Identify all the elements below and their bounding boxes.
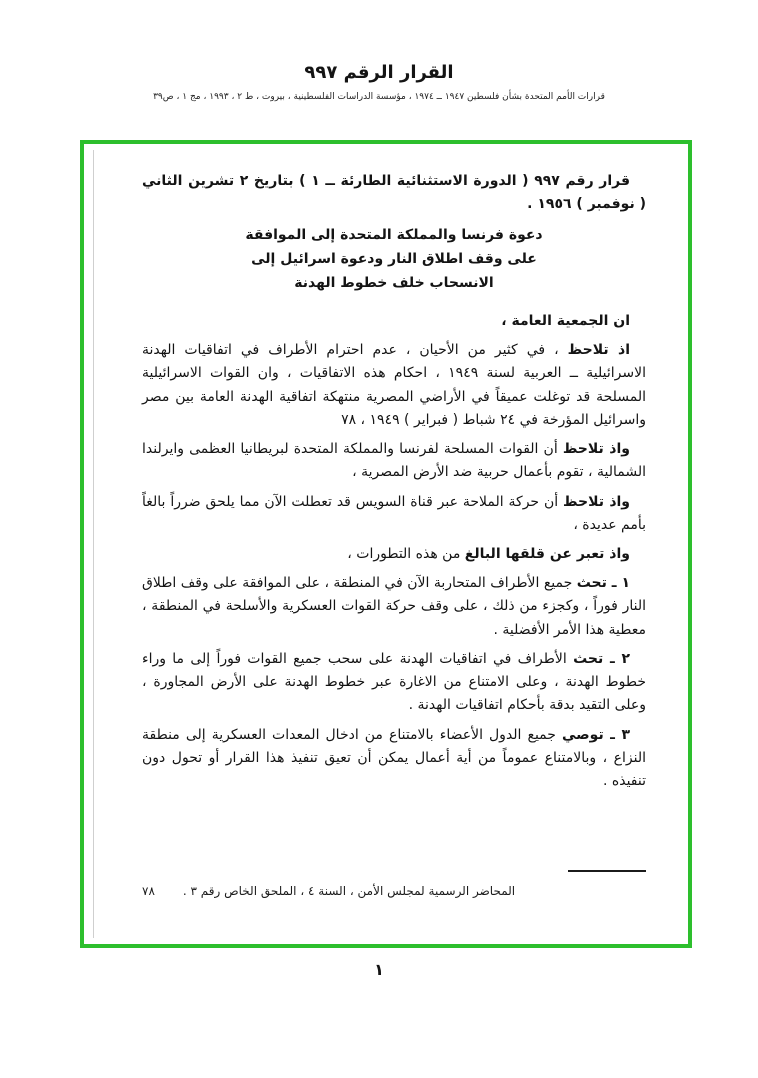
footnote-text: المحاضر الرسمية لمجلس الأمن ، السنة ٤ ، الملحق الخاص رقم ٣ .: [182, 884, 516, 898]
paragraph-lead: اذ تلاحظ: [567, 342, 630, 359]
resolution-subtitle: [142, 224, 646, 295]
paragraph-lead: واذ تلاحظ: [563, 493, 630, 510]
body-paragraph: [142, 491, 646, 537]
paragraph-text: أن القوات المسلحة لفرنسا والمملكة المتحدة لبريطانيا العظمى وايرلندا الشمالية ، تقوم بأعمال حربية ضد الأرض المصرية ،: [142, 441, 646, 481]
paragraph-text: جميع الأطراف المتحاربة الآن في المنطقة ، على الموافقة على وقف اطلاق النار فوراً ، وكجزء من ذلك ، على وقف حركة القوات العسكرية والأسلحة في المنطقة ، معطية هذا الأمر الأفضلية .: [142, 575, 646, 638]
body-paragraph: [142, 310, 646, 333]
footnote-separator: [568, 870, 646, 872]
paragraph-text: جميع الدول الأعضاء بالامتناع من ادخال المعدات العسكرية إلى منطقة النزاع ، وبالامتناع عموماً من أية أعمال يمكن أن تعيق تنفيذ هذا القرار أو تحول دون تنفيذه .: [142, 726, 646, 790]
footnote-marker: ٧٨: [142, 884, 155, 898]
paragraph-list: [142, 310, 646, 793]
body-paragraph: [142, 438, 646, 484]
footnote: [142, 884, 646, 898]
subtitle-line: على وقف اطلاق النار ودعوة اسرائيل إلى: [251, 251, 537, 268]
footnote-block: [142, 870, 646, 898]
source-citation: قرارات الأمم المتحدة بشأن فلسطين ١٩٤٧ ــ ١٩٧٤ ، مؤسسة الدراسات الفلسطينية ، بيروت ، ط ٢ ، ١٩٩٣ ، مج ١ ، ص٣٩: [153, 92, 605, 102]
page-number: ١: [374, 960, 384, 979]
paragraph-lead: ٢ ـ تحث: [573, 650, 630, 667]
document-body: [142, 170, 646, 824]
body-paragraph: [142, 724, 646, 794]
body-paragraph: [142, 339, 646, 432]
resolution-heading: [142, 170, 646, 216]
resolution-heading-lead: قرار رقم ٩٩٧: [534, 173, 631, 189]
paragraph-text: أن حركة الملاحة عبر قناة السويس قد تعطلت الآن مما يلحق ضرراً بالغاً بأمم عديدة ،: [142, 493, 646, 533]
green-frame: [80, 140, 692, 948]
paragraph-lead: ١ ـ تحث: [576, 575, 630, 592]
paragraph-text: الأطراف في اتفاقيات الهدنة على سحب جميع القوات فوراً إلى ما وراء خطوط الهدنة ، وعلى الامتناع من الاغارة عبر خطوط الهدنة على الأرض المجاورة ، وعلى التقيد بدقة بأحكام اتفاقيات الهدنة .: [142, 650, 646, 714]
page-title: القرار الرقم ٩٩٧: [304, 62, 454, 83]
paragraph-text: ، في كثير من الأحيان ، عدم احترام الأطراف في اتفاقيات الهدنة الاسرائيلية ــ العربية لسنة ١٩٤٩ ، احكام هذه الاتفاقيات ، وان القوات الاسرائيلية المسلحة قد توغلت عميقاً في الأراضي المصرية منتهكة اتفاقية الهدنة العامة بين مصر واسرائيل المؤرخة في ٢٤ شباط ( فبراير ) ١٩٤٩ ، ٧٨: [142, 342, 646, 428]
paragraph-lead: ٣ ـ توصي: [561, 726, 630, 743]
subtitle-line: الانسحاب خلف خطوط الهدنة: [294, 275, 494, 292]
paragraph-lead: واذ تلاحظ: [562, 441, 630, 458]
subtitle-line: دعوة فرنسا والمملكة المتحدة إلى الموافقة: [245, 227, 543, 244]
body-paragraph: [142, 543, 646, 566]
scan-edge-line: [93, 150, 94, 938]
paragraph-lead: واذ تعبر عن قلقها البالغ: [464, 545, 630, 562]
body-paragraph: [142, 648, 646, 718]
body-paragraph: [142, 572, 646, 642]
resolution-heading-rest: ( الدورة الاستثنائية الطارئة ــ ١ ) بتاريخ ٢ تشرين الثاني ( نوفمبر ) ١٩٥٦ .: [142, 173, 646, 213]
paragraph-text: من هذه التطورات ،: [347, 545, 465, 562]
paragraph-lead: ان الجمعية العامة ،: [501, 312, 630, 329]
